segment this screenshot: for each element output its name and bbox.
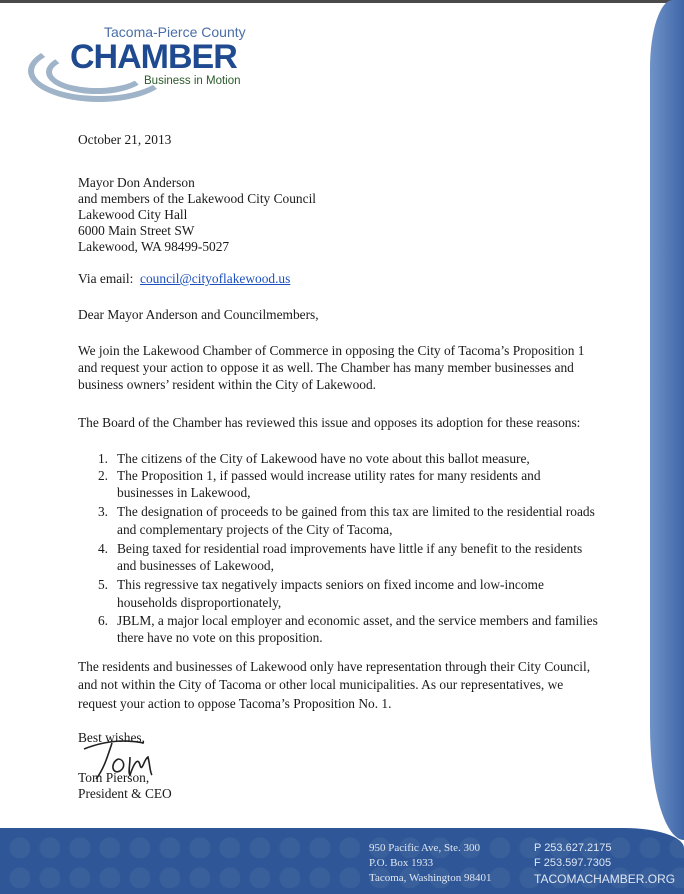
- closing: Best wishes,: [78, 730, 145, 745]
- list-item: The Proposition 1, if passed would increase utility rates for many residents and: [117, 468, 541, 483]
- letterhead-footer: [0, 828, 684, 894]
- via-email: [78, 271, 290, 287]
- signer-name: Tom Pierson,: [78, 770, 150, 785]
- address-line: and members of the Lakewood City Council: [78, 191, 317, 206]
- list-number: 3.: [97, 504, 108, 519]
- logo-top-text: Tacoma-Pierce County: [104, 24, 246, 40]
- list-item: and businesses of Lakewood,: [117, 558, 274, 573]
- list-item: businesses in Lakewood,: [117, 485, 251, 500]
- address-line: Lakewood, WA 98499-5027: [78, 239, 230, 254]
- list-number: 4.: [97, 541, 108, 556]
- footer-address-line: 950 Pacific Ave, Ste. 300: [369, 842, 480, 854]
- list-number: 1.: [97, 451, 108, 466]
- list-number: 2.: [97, 468, 108, 483]
- paragraph-line: We join the Lakewood Chamber of Commerce in opposing the City of Tacoma’s Proposition 1: [78, 343, 585, 358]
- list-item: The designation of proceeds to be gained from this tax are limited to the residential roads: [117, 504, 595, 519]
- list-item: JBLM, a major local employer and economic asset, and the service members and families: [117, 613, 598, 628]
- footer-phone: P 253.627.2175: [534, 842, 612, 854]
- logo-tagline: Business in Motion: [144, 75, 241, 87]
- footer-fax: F 253.597.7305: [534, 857, 612, 869]
- via-label: Via email:: [78, 271, 134, 286]
- list-item: The citizens of the City of Lakewood have no vote about this ballot measure,: [117, 451, 530, 466]
- paragraph-line: business owners’ resident within the City of Lakewood.: [78, 377, 377, 392]
- footer-website[interactable]: TACOMACHAMBER.ORG: [534, 872, 676, 886]
- top-border: [0, 0, 684, 3]
- list-item: Being taxed for residential road improvements have little if any benefit to the residents: [117, 541, 583, 556]
- list-item: This regressive tax negatively impacts seniors on fixed income and low-income: [117, 577, 544, 592]
- paragraph-line: and request your action to oppose it as well. The Chamber has many member businesses and: [78, 360, 574, 375]
- list-number: 6.: [97, 613, 108, 628]
- list-number: 5.: [97, 577, 108, 592]
- logo-name: CHAMBER: [70, 38, 237, 76]
- footer-address-line: P.O. Box 1933: [369, 857, 434, 869]
- salutation: Dear Mayor Anderson and Councilmembers,: [78, 307, 319, 322]
- email-link[interactable]: council@cityoflakewood.us: [140, 271, 291, 286]
- list-item: there have no vote on this proposition.: [117, 630, 323, 645]
- list-item: households disproportionately,: [117, 595, 282, 610]
- letter-date: October 21, 2013: [78, 132, 172, 147]
- footer-address-line: Tacoma, Washington 98401: [369, 872, 492, 884]
- paragraph-line: The Board of the Chamber has reviewed this issue and opposes its adoption for these reasons:: [78, 415, 581, 430]
- decorative-swoosh: [650, 0, 684, 840]
- address-line: Lakewood City Hall: [78, 207, 188, 222]
- address-line: Mayor Don Anderson: [78, 175, 195, 190]
- paragraph-line: The residents and businesses of Lakewood only have representation through their City Council,: [78, 659, 591, 674]
- address-line: 6000 Main Street SW: [78, 223, 195, 238]
- paragraph-line: and not within the City of Tacoma or other local municipalities. As our representatives, we: [78, 677, 564, 692]
- chamber-logo: [28, 22, 258, 92]
- signer-title: President & CEO: [78, 786, 172, 801]
- list-item: and complementary projects of the City of Tacoma,: [117, 522, 393, 537]
- paragraph-line: request your action to oppose Tacoma’s Proposition No. 1.: [78, 696, 392, 711]
